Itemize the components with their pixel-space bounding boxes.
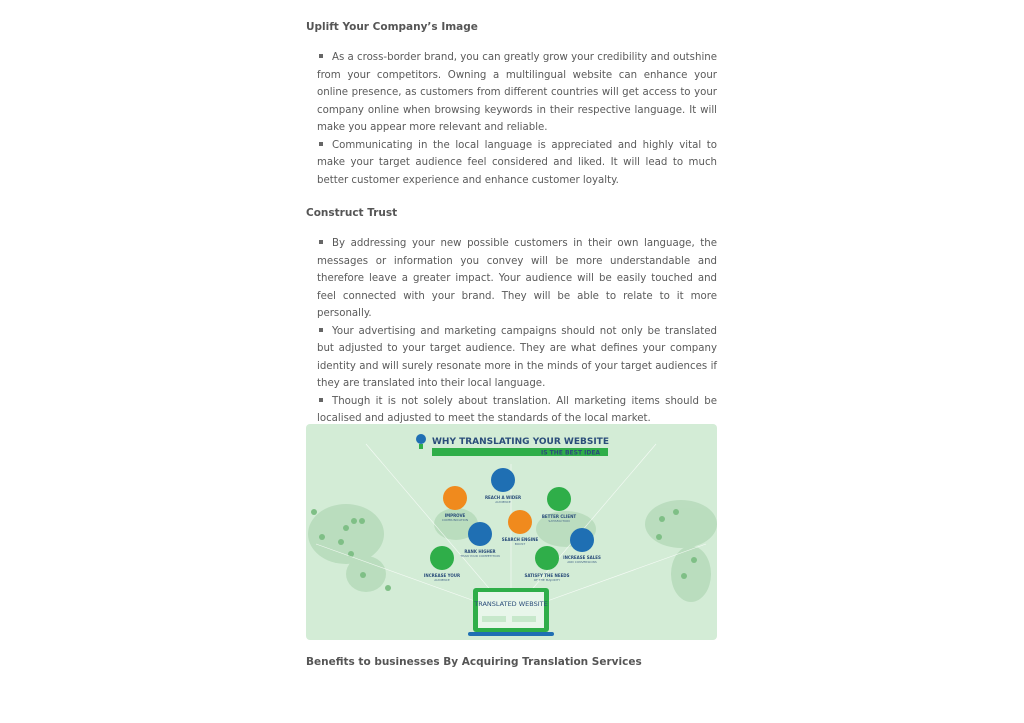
svg-text:SATISFY THE NEEDS: SATISFY THE NEEDS [524,573,570,578]
list-item: As a cross-border brand, you can greatly grow your credibility and outshine from your competitors. Owning a multilingual website can enhance your online presence, as customers from different countries will get access to your company online when browsing keywords in their respective language. It will make you appear more relevant and reliable. [317,52,717,133]
list-item: By addressing your new possible customers in their own language, the messages or information you convey will be more understandable and therefore leave a greater impact. Your audience will be easily touched and feel connected with your brand. They will be able to relate to it more personally. [317,238,717,319]
bullet-icon [319,54,323,58]
increase-audience-node [424,546,460,582]
svg-text:OF THE MAJORITY: OF THE MAJORITY [533,578,561,582]
svg-text:AUDIENCE: AUDIENCE [434,578,450,582]
svg-text:REACH A WIDER: REACH A WIDER [484,495,522,500]
list-item: Though it is not solely about translation. All marketing items should be localised and adjusted to meet the standards of the local market. [317,395,717,424]
infographic-title-text: WHY TRANSLATING YOUR WEBSITE [432,437,609,447]
svg-text:COMMUNICATION: COMMUNICATION [441,518,469,522]
reach-wider-audience-node [485,468,521,504]
svg-text:IMPROVE: IMPROVE [444,513,466,518]
better-client-satisfaction-node [542,487,577,523]
svg-text:INCREASE SALES: INCREASE SALES [563,555,601,560]
list-item: Your advertising and marketing campaigns should not only be translated but adjusted to your target audience. They are what defines your company identity and will surely resonate more in the minds of your target audiences if they are translated into their local language. [317,325,717,389]
infographic-image [306,424,717,640]
svg-text:AND CONVERSIONS: AND CONVERSIONS [567,560,597,564]
search-engine-boost-node [502,510,539,546]
laptop-icon [468,588,554,636]
satisfy-needs-node [525,546,570,582]
svg-text:SEARCH ENGINE: SEARCH ENGINE [501,537,539,542]
improve-communication-node [442,486,468,522]
list-item: Communicating in the local language is appreciated and highly vital to make your target audience feel considered and liked. It will lead to much better customer experience and enhance customer loyalty. [317,139,717,186]
svg-text:RANK HIGHER: RANK HIGHER [464,549,496,554]
lightbulb-icon [416,434,426,444]
section-heading-benefits: Benefits to businesses By Acquiring Translation Services [306,656,642,668]
svg-text:BOOST: BOOST [514,542,526,546]
svg-text:SATISFACTION: SATISFACTION [548,519,570,523]
bullet-list-uplift [306,49,717,189]
svg-text:BETTER CLIENT: BETTER CLIENT [541,514,577,519]
bullet-icon [319,142,323,146]
svg-text:INCREASE YOUR: INCREASE YOUR [423,573,461,578]
bullet-icon [319,328,323,332]
bullet-icon [319,240,323,244]
section-heading-trust: Construct Trust [306,207,398,219]
infographic-title [416,434,609,457]
bullet-icon [319,398,323,402]
svg-text:AUDIENCE: AUDIENCE [495,500,511,504]
translated-website-label: TRANSLATED WEBSITE [474,600,548,608]
section-heading-uplift: Uplift Your Company’s Image [306,21,478,33]
svg-text:THAN YOUR COMPETITION: THAN YOUR COMPETITION [460,554,500,558]
bullet-list-trust [306,235,717,428]
infographic-subtitle-text: IS THE BEST IDEA [541,449,601,457]
